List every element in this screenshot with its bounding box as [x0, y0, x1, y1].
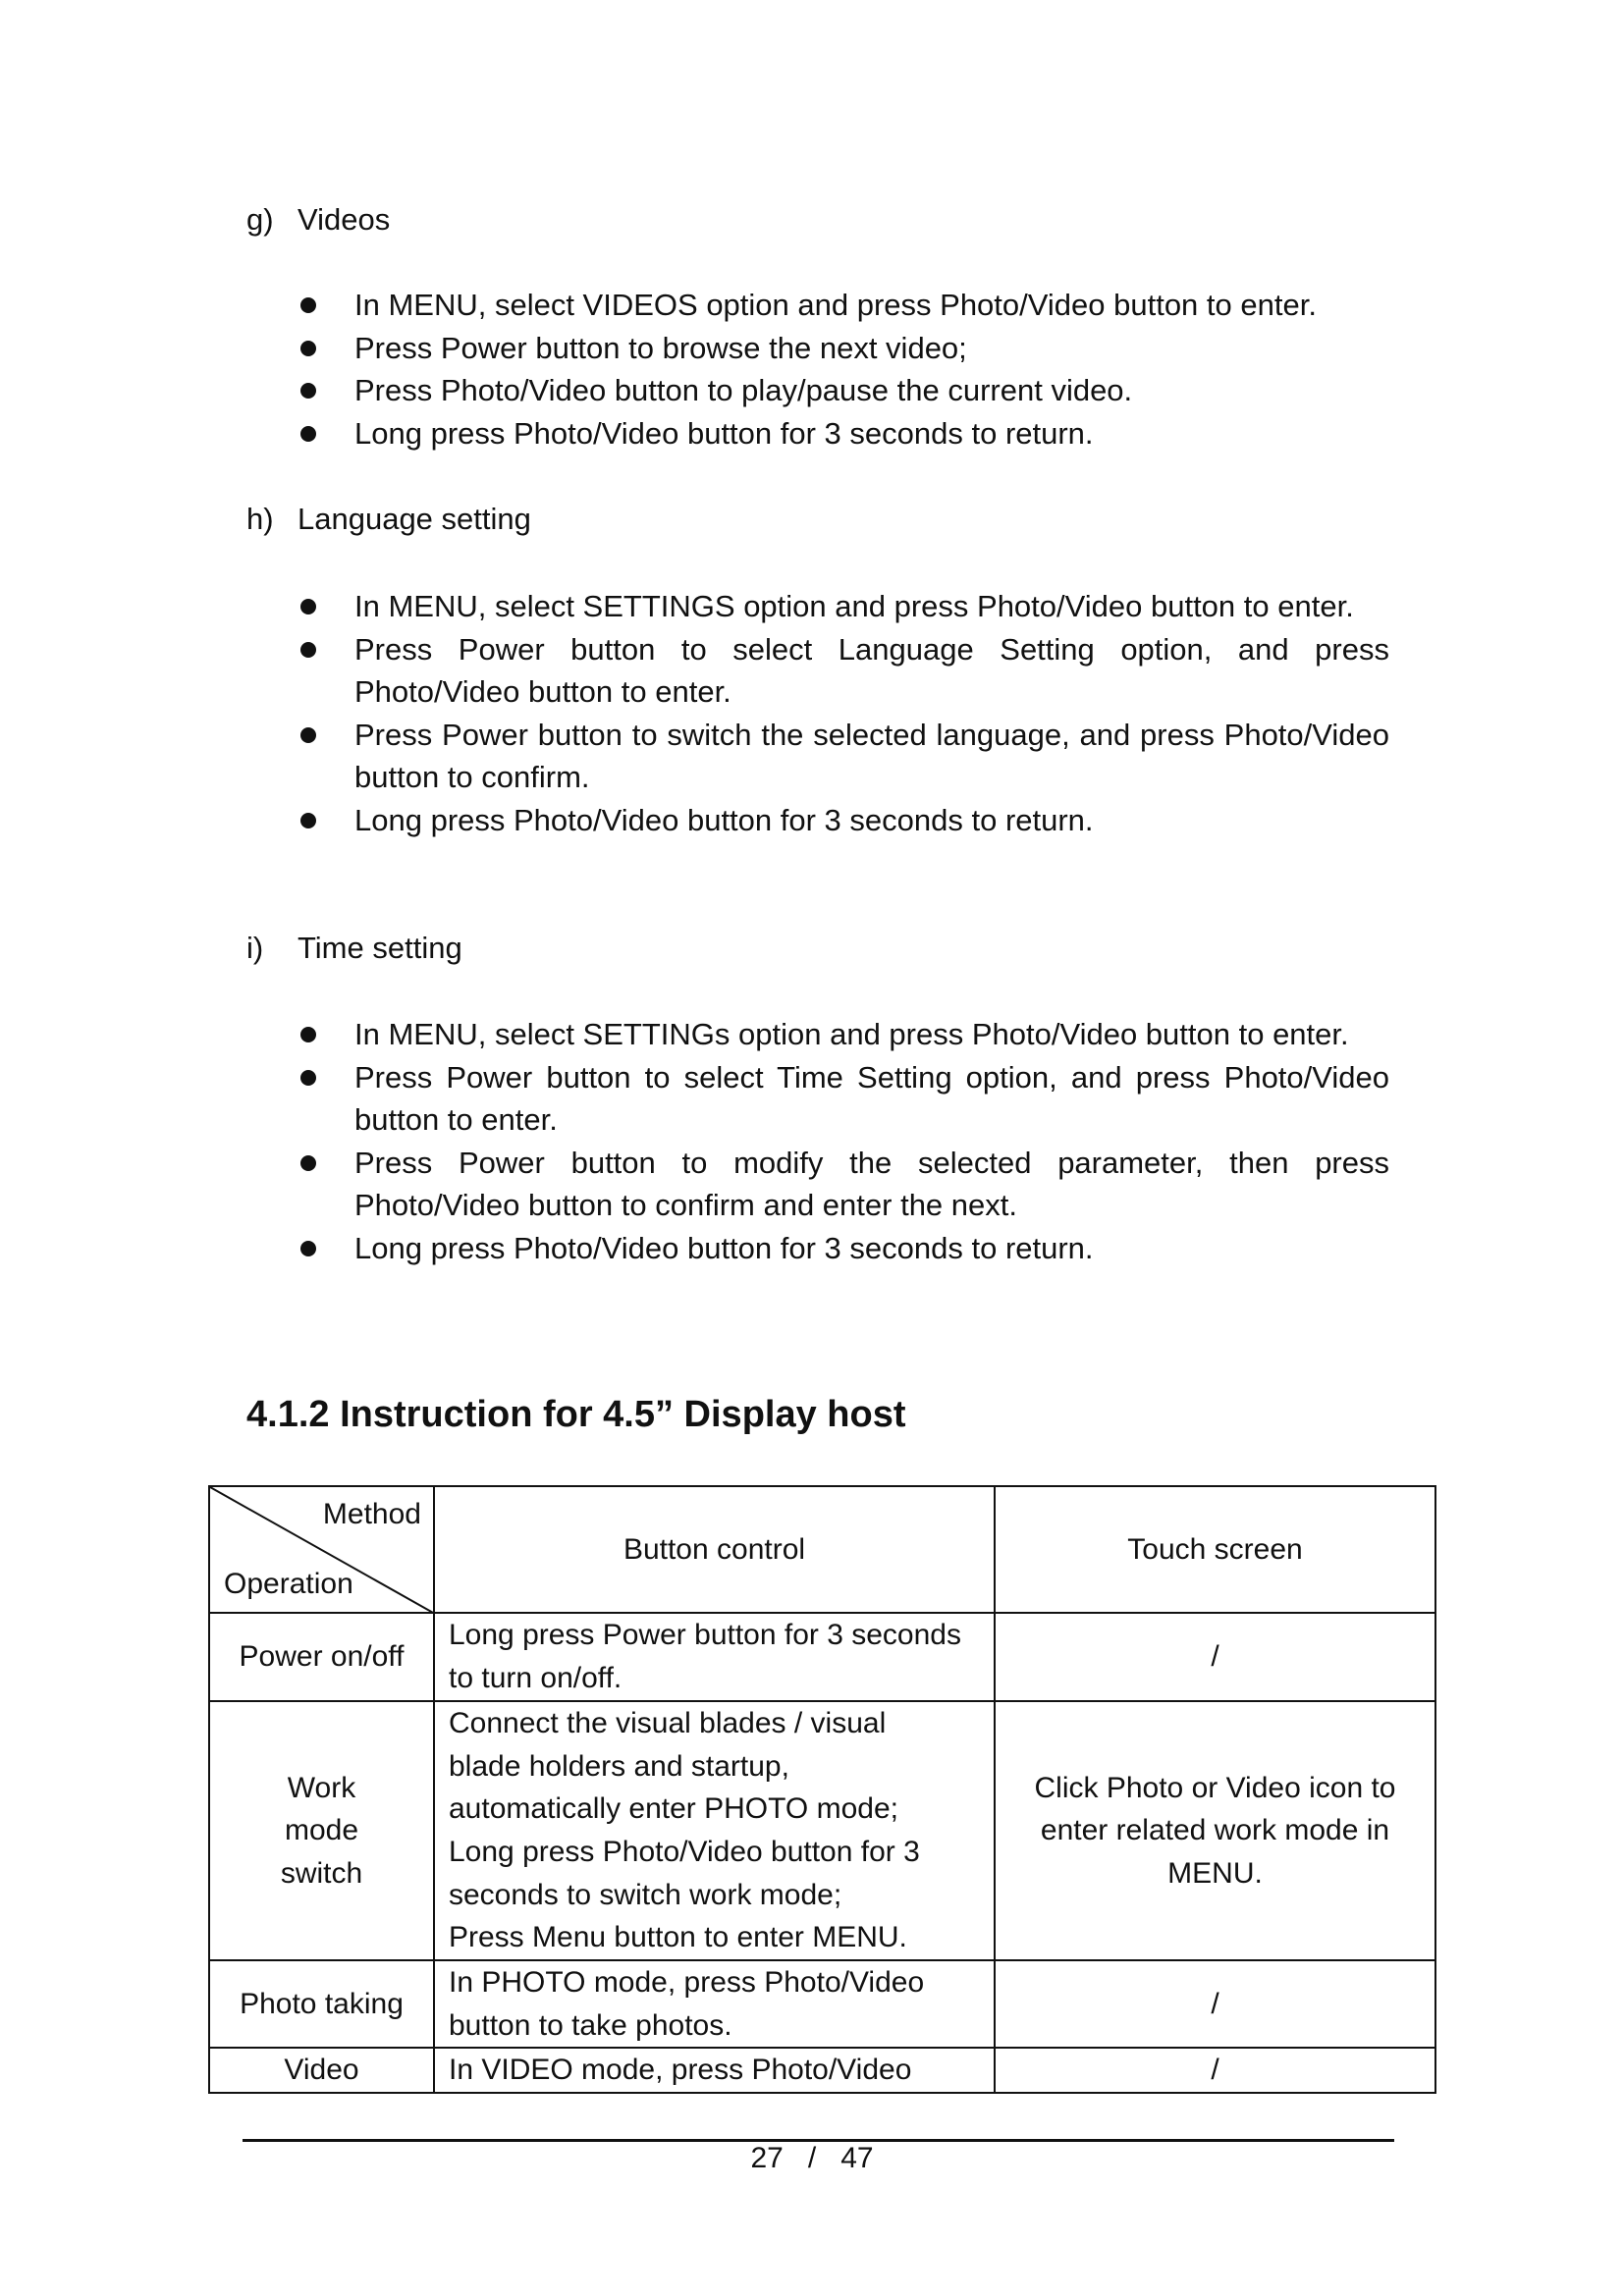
table-row — [209, 1613, 1435, 1701]
touch-cell: / — [995, 1613, 1435, 1701]
table-row — [209, 1960, 1435, 2048]
list-item: Press Photo/Video button to play/pause the current video. — [295, 369, 1389, 412]
section-label: g) — [246, 202, 274, 237]
list-item: Long press Photo/Video button for 3 seconds to return. — [295, 412, 1389, 455]
operation-cell — [209, 1701, 434, 1960]
button-line: Press Menu button to enter MENU. — [449, 1921, 907, 1954]
section-label: i) — [246, 931, 264, 965]
section-heading-language — [246, 498, 531, 541]
table-header-row — [209, 1486, 1435, 1613]
corner-cell — [209, 1486, 434, 1613]
list-item: In MENU, select SETTINGs option and press Photo/Video button to enter. — [295, 1013, 1389, 1056]
button-line: automatically enter PHOTO mode; — [449, 1792, 898, 1826]
section-title: Time setting — [298, 931, 462, 965]
section-heading-4-1-2: 4.1.2 Instruction for 4.5” Display host — [246, 1394, 906, 1435]
button-cell — [434, 1701, 995, 1960]
list-item: Long press Photo/Video button for 3 seconds to return. — [295, 1227, 1389, 1270]
section-heading-videos — [246, 198, 390, 241]
list-item: Press Power button to browse the next video; — [295, 327, 1389, 370]
header-touch-screen: Touch screen — [995, 1486, 1435, 1613]
operation-text: Work mode switch — [280, 1771, 363, 1890]
table-row — [209, 1701, 1435, 1960]
corner-method-label: Method — [322, 1498, 421, 1530]
button-cell: In PHOTO mode, press Photo/Video button to take photos. — [434, 1960, 995, 2048]
operation-cell: Power on/off — [209, 1613, 434, 1701]
list-item: In MENU, select SETTINGS option and press Photo/Video button to enter. — [295, 585, 1389, 628]
list-item: In MENU, select VIDEOS option and press Photo/Video button to enter. — [295, 284, 1389, 327]
button-line: blade holders and startup, — [449, 1749, 789, 1783]
touch-cell: / — [995, 1960, 1435, 2048]
touch-cell: Click Photo or Video icon to enter related work mode in MENU. — [995, 1701, 1435, 1960]
list-item: Press Power button to switch the selected language, and press Photo/Video button to confirm. — [295, 714, 1389, 799]
button-cell: Long press Power button for 3 seconds to turn on/off. — [434, 1613, 995, 1701]
button-line: Long press Photo/Video button for 3 — [449, 1836, 920, 1868]
list-item: Press Power button to modify the selected parameter, then press Photo/Video button to confirm and enter the next. — [295, 1142, 1389, 1227]
button-cell: In VIDEO mode, press Photo/Video — [434, 2048, 995, 2093]
section-heading-time — [246, 927, 462, 970]
list-item: Press Power button to select Language Setting option, and press Photo/Video button to enter. — [295, 628, 1389, 714]
list-item: Press Power button to select Time Setting option, and press Photo/Video button to enter. — [295, 1056, 1389, 1142]
section-title: Videos — [298, 202, 391, 237]
section-title: Language setting — [298, 502, 531, 536]
list-item: Long press Photo/Video button for 3 seconds to return. — [295, 799, 1389, 842]
language-list — [295, 585, 1389, 842]
button-line: Connect the visual blades / visual — [449, 1707, 887, 1740]
button-line: seconds to switch work mode; — [449, 1878, 842, 1911]
touch-cell: / — [995, 2048, 1435, 2093]
section-label: h) — [246, 502, 274, 536]
page-separator: / — [807, 2142, 817, 2174]
page-number — [0, 2142, 1624, 2175]
table-row — [209, 2048, 1435, 2093]
operation-cell: Photo taking — [209, 1960, 434, 2048]
total-pages: 47 — [840, 2142, 874, 2174]
instruction-table — [208, 1485, 1436, 2094]
current-page: 27 — [750, 2142, 784, 2174]
corner-operation-label: Operation — [224, 1568, 353, 1601]
time-list — [295, 1013, 1389, 1270]
videos-list — [295, 284, 1389, 454]
operation-cell: Video — [209, 2048, 434, 2093]
header-button-control: Button control — [434, 1486, 995, 1613]
